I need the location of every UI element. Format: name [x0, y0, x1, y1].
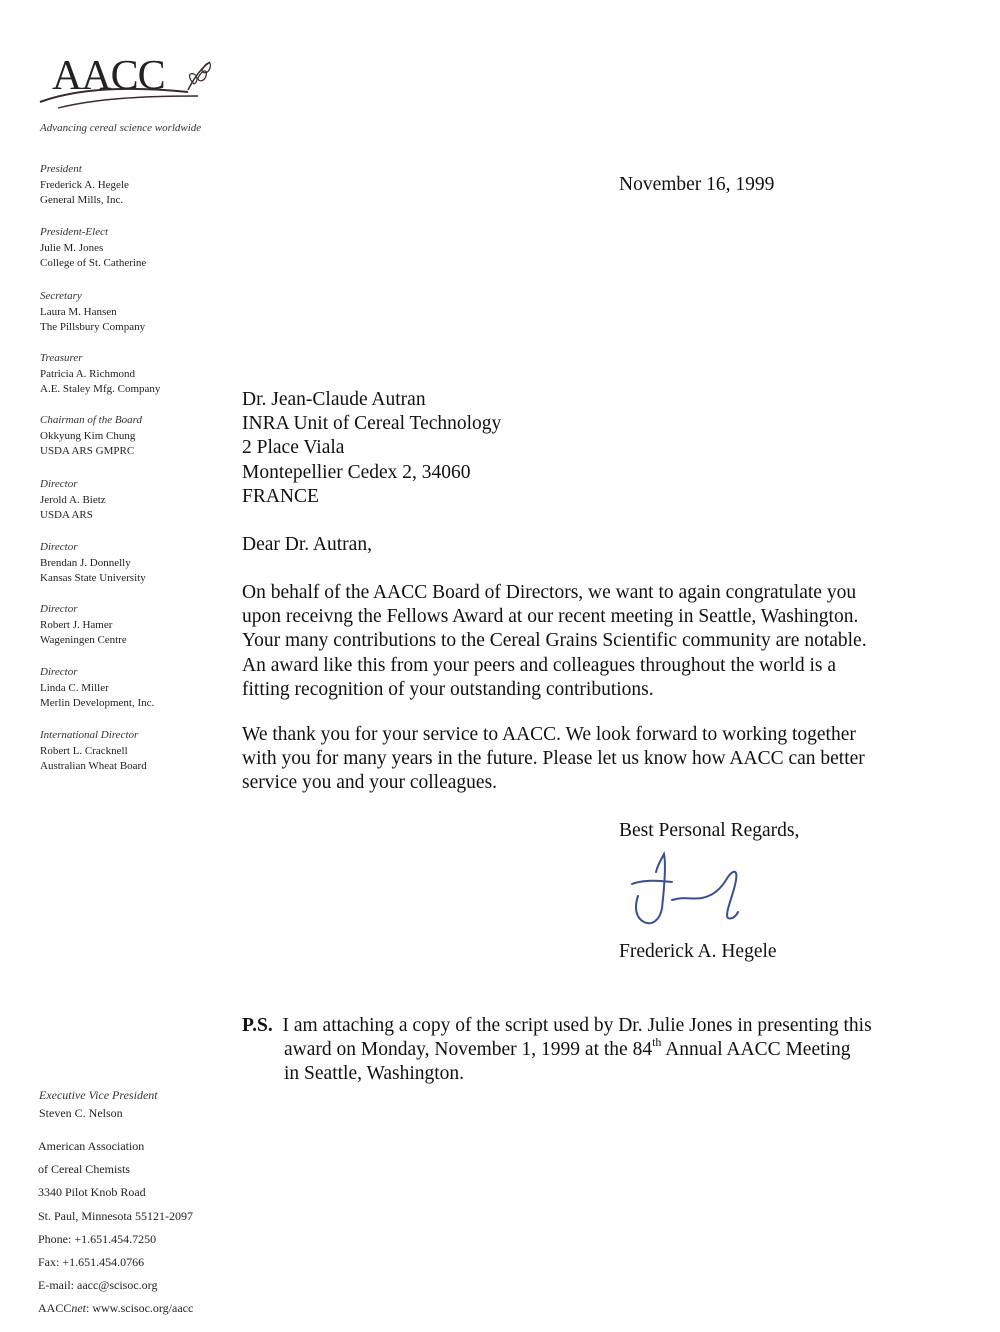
officer-role: President-Elect [40, 226, 109, 238]
ps-superscript: th [652, 1034, 662, 1049]
signer-name: Frederick A. Hegele [619, 941, 777, 962]
address-line: 2 Place Viala [242, 437, 345, 459]
contact-city: St. Paul, Minnesota 55121-2097 [38, 1208, 193, 1223]
officer-org: Australian Wheat Board [40, 760, 147, 772]
officer-name: Jerold A. Bietz [40, 493, 106, 506]
web-prefix-italic: net [71, 1301, 87, 1316]
officer-org: Kansas State University [40, 572, 146, 584]
officer-name: Frederick A. Hegele [40, 178, 129, 191]
paragraph-line: An award like this from your peers and colleagues throughout the world is a [242, 654, 837, 676]
ps-line-3: in Seattle, Washington. [284, 1063, 465, 1085]
tagline: Advancing cereal science worldwide [40, 122, 202, 134]
officer-role: Director [40, 478, 78, 490]
salutation: Dear Dr. Autran, [242, 534, 372, 555]
paragraph-2 [242, 723, 942, 796]
contact-email: E-mail: aacc@scisoc.org [38, 1278, 158, 1293]
web-prefix: AACC [38, 1301, 72, 1316]
contact-street: 3340 Pilot Knob Road [38, 1185, 146, 1200]
officer-role: Chairman of the Board [40, 414, 142, 426]
officer-role: Treasurer [40, 352, 83, 364]
officer-secretary [40, 289, 145, 336]
paragraph-line: Your many contributions to the Cereal Grains Scientific community are notable. [242, 630, 867, 652]
officer-name: Patricia A. Richmond [40, 367, 136, 380]
address-line: Montepellier Cedex 2, 34060 [242, 461, 471, 483]
letter-date: November 16, 1999 [619, 174, 775, 195]
officer-name: Julie M. Jones [40, 241, 104, 254]
address-line: Dr. Jean-Claude Autran [242, 389, 426, 410]
logo-text: AACC [52, 53, 165, 99]
contact-web [38, 1298, 193, 1321]
officer-role: Secretary [40, 290, 82, 302]
paragraph-line: We thank you for your service to AACC. We look forward to working together [242, 724, 856, 745]
handwritten-signature [628, 850, 758, 938]
officer-name: Brendan J. Donnelly [40, 556, 131, 569]
officer-name: Okkyung Kim Chung [40, 429, 136, 442]
aacc-logo [38, 52, 228, 116]
exec-name: Steven C. Nelson [39, 1106, 123, 1120]
officer-role: President [40, 163, 82, 175]
web-suffix: : www.scisoc.org/aacc [86, 1301, 194, 1316]
officer-president-elect [40, 225, 146, 272]
officer-role: International Director [40, 729, 139, 741]
paragraph-line: fitting recognition of your outstanding contributions. [242, 678, 654, 700]
officer-international-director [40, 728, 147, 775]
ps-line-2 [242, 1034, 962, 1062]
officer-name: Robert J. Hamer [40, 618, 113, 631]
executive-vice-president [39, 1086, 158, 1122]
contact-org-line1: American Association [38, 1139, 145, 1153]
officer-name: Linda C. Miller [40, 681, 109, 694]
officer-org: Wageningen Centre [40, 634, 127, 646]
ps-text-2b: Annual AACC Meeting [661, 1039, 851, 1061]
officer-org: General Mills, Inc. [40, 194, 124, 206]
ps-text-1: I am attaching a copy of the script used by Dr. Julie Jones in presenting this [282, 1015, 872, 1036]
officer-org: College of St. Catherine [40, 257, 147, 269]
officer-org: Merlin Development, Inc. [40, 697, 155, 709]
officer-role: Director [40, 666, 78, 678]
officer-director [40, 665, 154, 712]
paragraph-line: upon receivng the Fellows Award at our recent meeting in Seattle, Washington. [242, 606, 859, 628]
officer-director [40, 477, 106, 524]
officer-director [40, 540, 146, 587]
closing: Best Personal Regards, [619, 820, 800, 841]
officer-org: The Pillsbury Company [40, 321, 146, 333]
officer-org: USDA ARS GMPRC [40, 445, 135, 457]
ps-line-1 [242, 1014, 962, 1038]
recipient-address [242, 388, 501, 509]
contact-fax: Fax: +1.651.454.0766 [38, 1254, 145, 1269]
address-line: FRANCE [242, 485, 319, 507]
officer-president [40, 162, 129, 209]
officer-name: Laura M. Hansen [40, 305, 117, 318]
officer-org: A.E. Staley Mfg. Company [40, 383, 161, 395]
paragraph-line: On behalf of the AACC Board of Directors, we want to again congratulate you [242, 582, 857, 603]
officer-role: Director [40, 541, 78, 553]
officer-director [40, 602, 127, 649]
signature-icon [628, 850, 758, 932]
officer-role: Director [40, 603, 78, 615]
paragraph-1 [242, 581, 942, 702]
contact-org-line2: of Cereal Chemists [38, 1162, 130, 1177]
paragraph-line: with you for many years in the future. Please let us know how AACC can better [242, 748, 865, 770]
paragraph-line: service you and your colleagues. [242, 772, 498, 794]
contact-phone: Phone: +1.651.454.7250 [38, 1231, 157, 1246]
postscript [242, 1014, 962, 1087]
officer-org: USDA ARS [40, 509, 93, 521]
officer-treasurer [40, 351, 160, 398]
exec-role: Executive Vice President [39, 1088, 158, 1102]
officer-name: Robert L. Cracknell [40, 744, 128, 757]
ps-label: P.S. [242, 1015, 273, 1036]
ps-text-2a: award on Monday, November 1, 1999 at the 84 [284, 1039, 653, 1061]
officer-chairman [40, 413, 142, 460]
contact-block [38, 1136, 193, 1322]
address-line: INRA Unit of Cereal Technology [242, 413, 502, 435]
